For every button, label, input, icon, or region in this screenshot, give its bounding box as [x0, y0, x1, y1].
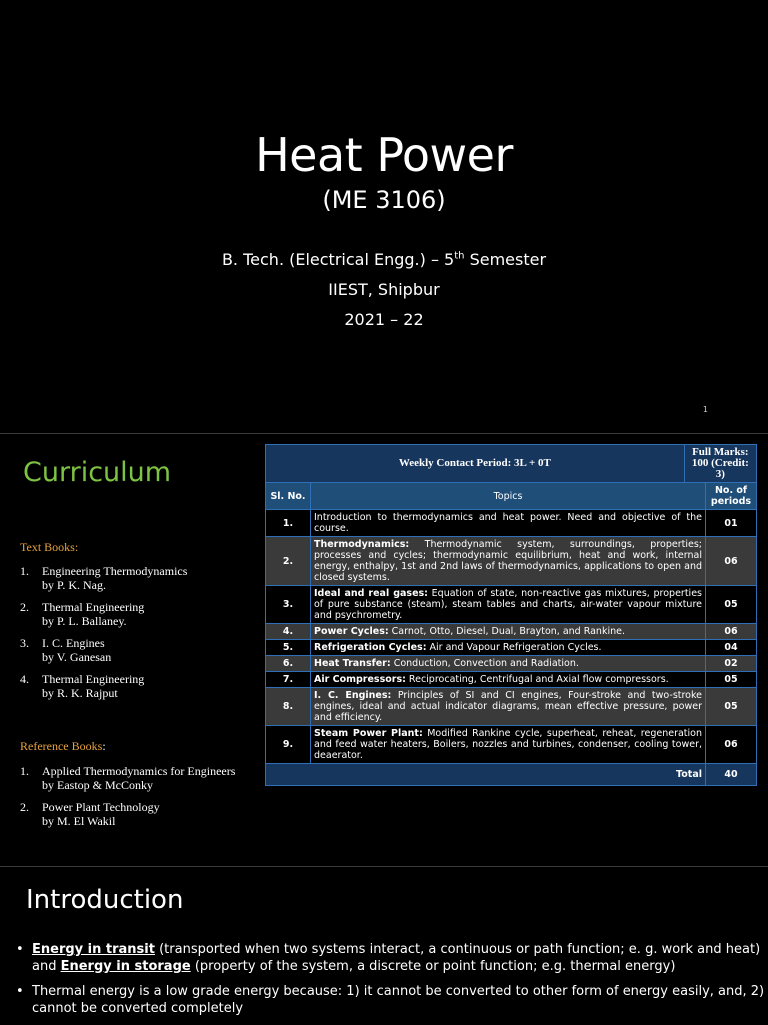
- col-periods: No. of periods: [706, 483, 757, 510]
- list-item: 1. Applied Thermodynamics for Engineers by Eastop & McConky: [20, 764, 236, 792]
- institute: IIEST, Shipbur: [328, 280, 440, 299]
- list-item: 3. I. C. Engines by V. Ganesan: [20, 636, 112, 664]
- curriculum-title: Curriculum: [23, 457, 172, 488]
- title-slide: [0, 0, 768, 432]
- table-row: 5. Refrigeration Cycles: Air and Vapour Refrigeration Cycles. 04: [266, 640, 757, 656]
- table-row: 7. Air Compressors: Reciprocating, Centrifugal and Axial flow compressors. 05: [266, 672, 757, 688]
- column-header-row: [266, 483, 757, 510]
- list-item: 1. Engineering Thermodynamics by P. K. Nag.: [20, 564, 188, 592]
- session: 2021 – 22: [344, 310, 424, 329]
- reference-books-list: [20, 764, 260, 836]
- table-row: 1. Introduction to thermodynamics and heat power. Need and objective of the course. 01: [266, 510, 757, 537]
- table-row: 2. Thermodynamics: Thermodynamic system, surroundings, properties; processes and cycles; thermodynamic equilibrium, heat and work, internal energy, enthalpy, 1st and 2nd laws of thermodynamics, applications to open and closed systems. 06: [266, 537, 757, 586]
- table-row: 9. Steam Power Plant: Modified Rankine cycle, superheat, reheat, regeneration and feed water heaters, Boilers, nozzles and turbines, condenser, cooling tower, deaerator. 06: [266, 726, 757, 764]
- col-sl-no: Sl. No.: [266, 483, 311, 510]
- introduction-slide: [0, 866, 768, 1025]
- bullet-icon: •: [16, 984, 24, 999]
- bullet-item: • Thermal energy is a low grade energy because: 1) it cannot be converted to other form of energy easily, and, 2) cannot be converted completely: [16, 984, 765, 1016]
- list-item: 2. Power Plant Technology by M. El Wakil: [20, 800, 160, 828]
- table-row: 4. Power Cycles: Carnot, Otto, Diesel, Dual, Brayton, and Rankine. 06: [266, 624, 757, 640]
- full-marks: Full Marks: 100 (Credit: 3): [684, 445, 756, 483]
- table-row: 8. I. C. Engines: Principles of SI and CI engines, Four-stroke and two-stroke engines, ideal and actual indicator diagrams, mean effective pressure, power and efficiency. 05: [266, 688, 757, 726]
- reference-books-heading: Reference Books:: [20, 739, 106, 753]
- total-label: Total: [266, 764, 706, 786]
- curriculum-table: [265, 444, 757, 786]
- program-line: B. Tech. (Electrical Engg.) – 5th Semester: [221, 250, 547, 269]
- total-value: 40: [706, 764, 757, 786]
- introduction-title: Introduction: [26, 885, 184, 915]
- bullet-icon: •: [16, 942, 24, 957]
- text-books-list: [20, 564, 260, 708]
- table-row: 6. Heat Transfer: Conduction, Convection and Radiation. 02: [266, 656, 757, 672]
- page-number: 1: [702, 405, 708, 414]
- curriculum-slide: [0, 433, 768, 866]
- table-header-row: [266, 445, 757, 483]
- course-title: Heat Power: [255, 128, 513, 182]
- text-books-heading: Text Books:: [20, 540, 79, 554]
- weekly-contact-period: Weekly Contact Period: 3L + 0T: [266, 445, 685, 483]
- course-code: (ME 3106): [322, 186, 446, 214]
- table-row: 3. Ideal and real gases: Equation of state, non-reactive gas mixtures, properties of pure substance (steam), steam tables and charts, air-water vapour mixture and psychrometry. 05: [266, 586, 757, 624]
- total-row: [266, 764, 757, 786]
- col-topics: Topics: [311, 483, 706, 510]
- bullet-item: • Energy in transit (transported when two systems interact, a continuous or path function; e. g. work and heat) and Energy in storage (property of the system, a discrete or point function; e.g. thermal energy): [16, 942, 761, 974]
- list-item: 4. Thermal Engineering by R. K. Rajput: [20, 672, 145, 700]
- list-item: 2. Thermal Engineering by P. L. Ballaney.: [20, 600, 145, 628]
